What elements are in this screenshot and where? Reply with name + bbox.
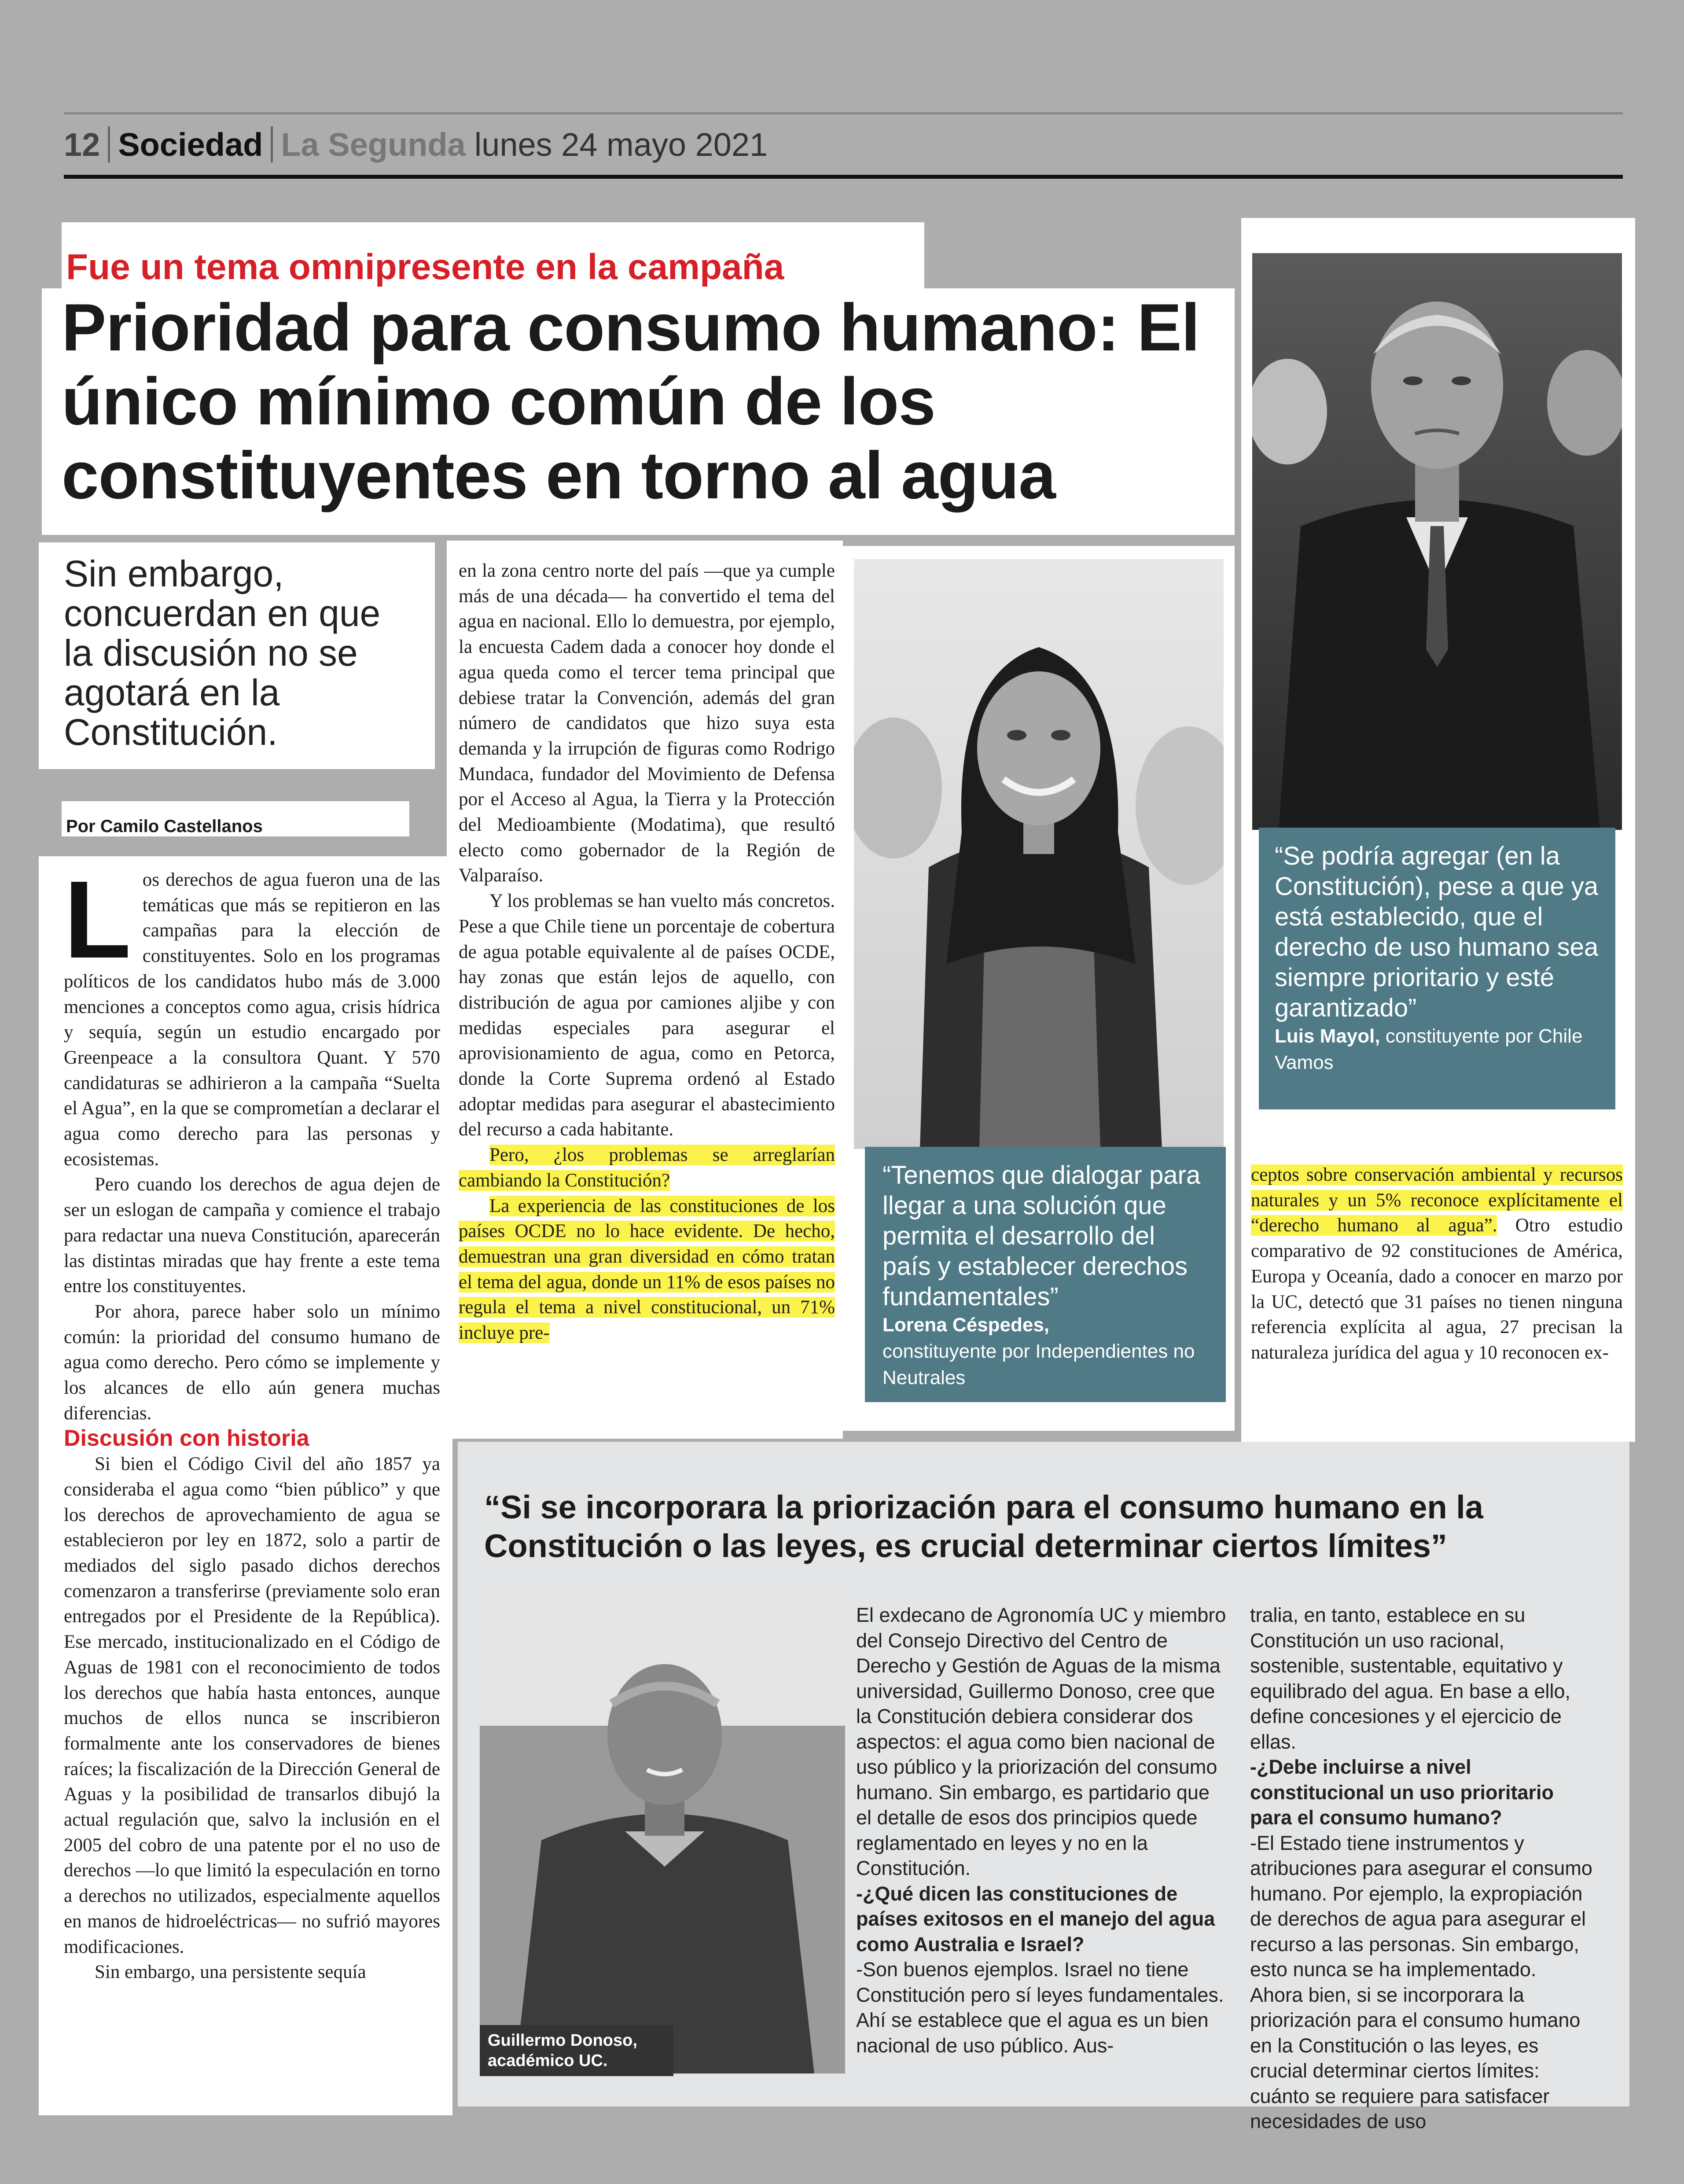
- question-text: -¿Qué dicen las constituciones de países exitosos en el manejo del agua como Australia e Israel?: [856, 1882, 1215, 1956]
- paragraph-text: Otro estudio comparativo de 92 constituciones de América, Europa y Oceanía, dado a conocer en marzo por la UC, detectó que 31 países no tienen ninguna referencia explícita al agua, 27 precisan la naturaleza jurídica del agua y 10 reconocen ex-: [1251, 1215, 1623, 1363]
- interview-column-1: [856, 1602, 1230, 2058]
- section-name: Sociedad: [118, 126, 263, 163]
- quote-text: “Tenemos que dialogar para llegar a una solución que permita el desarrollo del país y establecer derechos fundamentales”: [882, 1161, 1201, 1311]
- paragraph: Sin embargo, una persistente sequía: [95, 1962, 366, 1983]
- quote-role: constituyente por Independientes no Neutrales: [882, 1341, 1195, 1388]
- mayol-photo: [1252, 253, 1622, 830]
- header-separator: [108, 126, 110, 162]
- quote-attribution: [882, 1312, 1208, 1391]
- interview-title: “Si se incorporara la priorización para el consumo humano en la Constitución o las leyes, es crucial determinar ciertos límites”: [484, 1489, 1483, 1564]
- header-top-rule: [64, 112, 1623, 114]
- mayol-quote-box: [1259, 828, 1615, 1109]
- kicker: Fue un tema omnipresente en la campaña: [66, 247, 784, 287]
- publication-name: La Segunda: [281, 126, 466, 163]
- cespedes-photo: [854, 559, 1224, 1149]
- paragraph: [64, 858, 440, 1172]
- interview-column-2: [1250, 1602, 1593, 2134]
- deck: Sin embargo, concuerdan en que la discusión no se agotará en la Constitución.: [64, 553, 381, 753]
- interview-question: [1250, 1754, 1593, 1830]
- quote-attribution: [1275, 1023, 1599, 1076]
- paragraph: en la zona centro norte del país —que ya cumple más de una década— ha convertido el tema del agua en nacional. Ello lo demuestra, por ejemplo, la encuesta Cadem dada a conocer hoy donde el agua queda como el tercer tema principal que debiese tratar la Convención, además del gran número de candidatos que hizo suya esta demanda y la irrupción de figuras como Rodrigo Mundaca, fundador del Movimiento de Defensa por el Acceso al Agua, la Tierra y la Protección del Medioambiente (Modatima), que resultó electo como gobernador de la Región de Valparaíso.: [459, 560, 835, 886]
- quote-name: Lorena Céspedes,: [882, 1314, 1050, 1336]
- cespedes-quote-box: [865, 1147, 1226, 1402]
- paragraph-text: os derechos de agua fueron una de las temáticas que más se repitieron en las campañas para la elección de constituyentes. Solo en los programas políticos de los candidatos hubo más de 3.000 menciones a conceptos como agua, crisis hídrica y sequía, según un estudio encargado por Greenpeace a la consultora Quant. Y 570 candidaturas se adhirieron a la campaña “Suelta el Agua”, en la que se comprometían a declarar el agua como derecho para las personas y ecosistemas.: [64, 869, 440, 1170]
- quote-text: “Se podría agregar (en la Constitución), pese a que ya está establecido, que el derecho de uso humano sea siempre prioritario y esté garantizado”: [1275, 842, 1599, 1022]
- highlighted-text: La experiencia de las constituciones de los países OCDE no lo hace evidente. De hecho, demuestran una gran diversidad en cómo tratan el tema del agua, donde un 11% de esos países no regula el tema a nivel constitucional, un 71% incluye pre-: [459, 1195, 835, 1344]
- paragraph: Si bien el Código Civil del año 1857 ya consideraba el agua como “bien público” y que los derechos de aprovechamiento de agua se establecieron por ley en 1872, solo a partir de mediados del siglo pasado dichos derechos comenzaron a transferirse (previamente solo eran entregados por el Presidente de la República). Ese mercado, institucionalizado en el Código de Aguas de 1981 con el reconocimiento de todos los derechos que había hasta entonces, aunque muchos de ellos nunca se inscribieron formalmente ante los conservadores de bienes raíces; la fiscalización de la Dirección General de Aguas y la posibilidad de transarlos dibujó la actual regulación que, salvo la inclusión en el 2005 del cobro de una patente por el no uso de derechos —lo que limitó la especulación en torno a derechos no utilizados, especialmente aquellos en manos de hidroeléctricas— no sufrió mayores modificaciones.: [64, 1454, 440, 1957]
- byline: [66, 817, 263, 836]
- page-header: [64, 118, 768, 171]
- article-column-1: [64, 858, 440, 1985]
- interview-question: [856, 1881, 1230, 1957]
- paragraph: Y los problemas se han vuelto más concretos. Pese a que Chile tiene un porcentaje de cobertura de agua potable equivalente al de países OCDE, hay zonas que están lejos de aquello, con distribución de agua por camiones aljibe y con medidas especiales para asegurar el aprovisionamiento de agua, como en Petorca, donde la Corte Suprema ordenó al Estado adoptar medidas para asegurar el abastecimiento del recurso a cada habitante.: [459, 891, 835, 1140]
- paragraph: [1251, 1162, 1623, 1366]
- article-column-2: [459, 558, 835, 1346]
- paragraph: [459, 1142, 835, 1193]
- article-column-3: [1251, 1162, 1623, 1366]
- photo-caption: [480, 2025, 673, 2076]
- interview-text: El exdecano de Agronomía UC y miembro del Consejo Directivo del Centro de Derecho y Gestión de Aguas de la misma universidad, Guillermo Donoso, cree que la Constitución debiera considerar dos aspectos: el agua como bien nacional de uso público y la priorización del consumo humano. Sin embargo, es partidario que el detalle de esos dos principios quede reglamentado en leyes y no en la Constitución.: [856, 1604, 1226, 1879]
- publication-date: lunes 24 mayo 2021: [474, 126, 768, 163]
- headline: Prioridad para consumo humano: El único mínimo común de los constituyentes en torno al agua: [62, 290, 1200, 513]
- interview-answer: -El Estado tiene instrumentos y atribuciones para asegurar el consumo humano. Por ejemplo, la expropiación de derechos de agua para asegurar el recurso a las personas. Sin embargo, esto nunca se ha implementado. Ahora bien, si se incorporara la priorización para el consumo humano en la Constitución o las leyes, es crucial determinar ciertos límites: cuánto se requiere para satisfacer necesidades de uso: [1250, 1831, 1592, 2132]
- page-number: 12: [64, 126, 100, 163]
- caption-role: académico UC.: [488, 2051, 608, 2070]
- interview-answer: -Son buenos ejemplos. Israel no tiene Constitución pero sí leyes fundamentales. Ahí se establece que el agua es un bien nacional de uso público. Aus-: [856, 1958, 1224, 2057]
- quote-role: constituyente por Chile Vamos: [1275, 1025, 1583, 1073]
- drop-cap: L: [64, 858, 131, 981]
- subhead: Discusión con historia: [64, 1425, 309, 1451]
- paragraph: Por ahora, parece haber solo un mínimo común: la prioridad del consumo humano de agua como derecho. Pero cómo se implemente y los alcances de ello aún genera muchas diferencias.: [64, 1301, 440, 1424]
- interview-answer: tralia, en tanto, establece en su Constitución un uso racional, sostenible, sustentable, equitativo y equilibrado del agua. En base a ello, define concesiones y el ejercicio de ellas.: [1250, 1604, 1571, 1753]
- paragraph: [459, 1193, 835, 1346]
- byline-author: Camilo Castellanos: [100, 817, 263, 836]
- paragraph: Pero cuando los derechos de agua dejen de ser un eslogan de campaña y comience el trabajo para redactar una nueva Constitución, aparecerán las distintas miradas que hay frente a este tema entre los constituyentes.: [64, 1174, 440, 1297]
- byline-prefix: Por: [66, 817, 96, 836]
- highlighted-text: ceptos sobre conservación ambiental y recursos naturales y un 5% reconoce explícitamente el “derecho humano al agua”.: [1251, 1164, 1623, 1236]
- header-bottom-rule: [64, 175, 1623, 179]
- header-separator: [271, 126, 273, 162]
- caption-name: Guillermo Donoso,: [488, 2031, 637, 2050]
- highlighted-text: Pero, ¿los problemas se arreglarían cambiando la Constitución?: [459, 1145, 835, 1191]
- donoso-photo: [480, 1594, 845, 2074]
- question-text: -¿Debe incluirse a nivel constitucional un uso prioritario para el consumo humano?: [1250, 1756, 1554, 1829]
- quote-name: Luis Mayol,: [1275, 1025, 1380, 1047]
